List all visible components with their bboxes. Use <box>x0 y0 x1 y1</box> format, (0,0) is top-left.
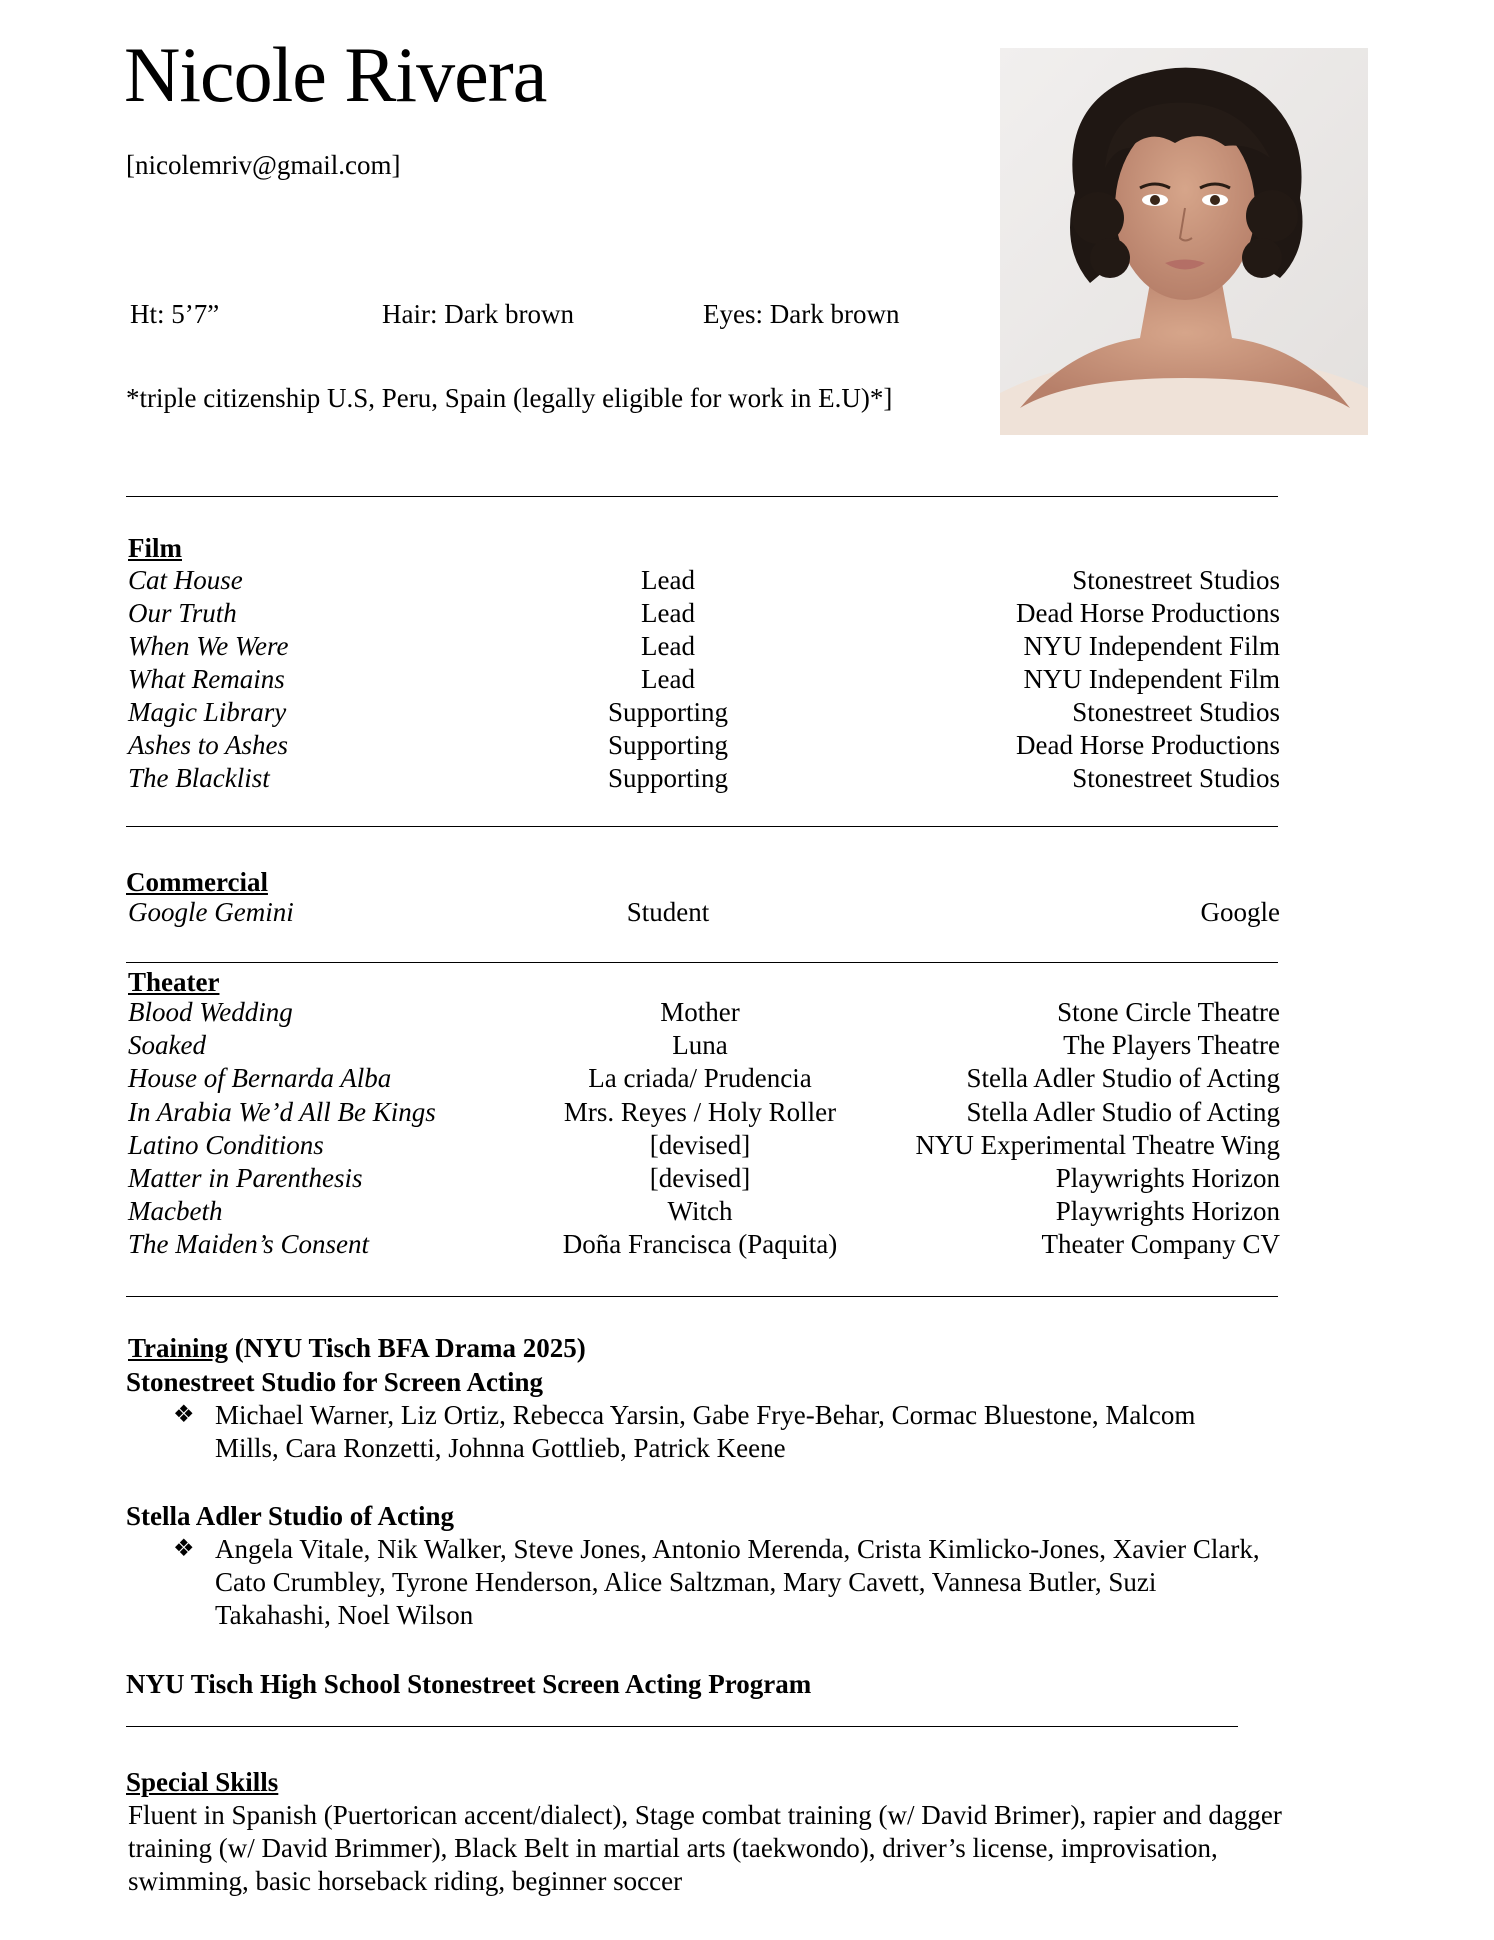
credit-role: Lead <box>641 598 695 628</box>
credit-title: Latino Conditions <box>128 1129 324 1160</box>
credit-row <box>0 1195 1494 1228</box>
credit-title: Blood Wedding <box>128 997 293 1027</box>
divider <box>126 962 1278 963</box>
credit-role: Mrs. Reyes / Holy Roller <box>563 1096 837 1127</box>
credit-title: In Arabia We’d All Be Kings <box>128 1096 436 1127</box>
credit-company: Stonestreet Studios <box>1072 697 1280 727</box>
commercial-heading: Commercial <box>126 867 268 897</box>
training-heading: Training <box>128 1333 229 1363</box>
credit-row <box>0 564 1494 597</box>
film-heading: Film <box>128 533 182 563</box>
credit-title: The Blacklist <box>128 763 270 793</box>
email: [nicolemriv@gmail.com] <box>126 150 401 180</box>
hair-color: Hair: Dark brown <box>382 299 574 329</box>
credit-title: Our Truth <box>128 598 237 628</box>
credit-role: Luna <box>672 1030 728 1061</box>
credit-role: Supporting <box>607 730 729 760</box>
credit-row <box>0 630 1494 663</box>
credit-company: The Players Theatre <box>1063 1030 1280 1061</box>
theater-heading: Theater <box>128 967 220 997</box>
credit-company: Stonestreet Studios <box>1072 565 1280 595</box>
credit-company: Playwrights Horizon <box>1055 1163 1280 1193</box>
credit-role: [devised] <box>649 1129 751 1160</box>
credit-row <box>0 896 1494 929</box>
divider <box>126 496 1278 497</box>
citizenship-note: *triple citizenship U.S, Peru, Spain (legally eligible for work in E.U)*] <box>126 383 893 413</box>
credit-row <box>0 1228 1494 1261</box>
credit-company: Theater Company CV <box>1041 1229 1280 1260</box>
credit-row <box>0 597 1494 630</box>
credit-role: [devised] <box>649 1163 751 1193</box>
credit-role: Supporting <box>607 763 729 793</box>
credit-title: The Maiden’s Consent <box>128 1229 369 1260</box>
bullet-icon: ❖ <box>173 1402 195 1428</box>
credit-company: Dead Horse Productions <box>1016 730 1280 760</box>
credit-row <box>0 1062 1494 1095</box>
training-heading-line <box>128 1332 586 1365</box>
eye-color: Eyes: Dark brown <box>703 299 900 329</box>
studio-name: Stonestreet Studio for Screen Acting <box>126 1367 543 1397</box>
divider <box>126 1296 1278 1297</box>
credit-role: Supporting <box>607 697 729 727</box>
credit-row <box>0 1129 1494 1162</box>
skills-heading: Special Skills <box>126 1767 279 1797</box>
divider <box>126 826 1278 827</box>
credit-company: NYU Independent Film <box>1023 631 1280 661</box>
credit-title: When We Were <box>128 631 289 661</box>
credit-title: Cat House <box>128 565 243 595</box>
height: Ht: 5’7” <box>130 299 220 329</box>
credit-company: NYU Experimental Theatre Wing <box>915 1129 1280 1160</box>
credit-company: Dead Horse Productions <box>1016 598 1280 628</box>
credit-company: Google <box>1200 897 1280 927</box>
credit-row <box>0 1096 1494 1129</box>
program-name: NYU Tisch High School Stonestreet Screen Acting Program <box>126 1669 812 1699</box>
credit-row <box>0 996 1494 1029</box>
credit-row <box>0 663 1494 696</box>
credit-title: Matter in Parenthesis <box>128 1163 363 1193</box>
credit-company: Stone Circle Theatre <box>1057 997 1280 1027</box>
credit-row <box>0 696 1494 729</box>
credit-company: Stella Adler Studio of Acting <box>966 1096 1280 1127</box>
bullet-icon: ❖ <box>173 1536 195 1562</box>
credit-role: Lead <box>641 565 695 595</box>
credit-role: La criada/ Prudencia <box>588 1063 812 1094</box>
divider <box>126 1726 1238 1727</box>
credit-title: What Remains <box>128 664 285 694</box>
credit-role: Lead <box>641 631 695 661</box>
teacher-list: Angela Vitale, Nik Walker, Steve Jones, Antonio Merenda, Crista Kimlicko-Jones, Xavier Clark, Cato Crumbley, Tyrone Henderson, Alice Saltzman, Mary Cavett, Vannesa Butler, Suzi Takahashi, Noel Wilson <box>215 1534 1260 1630</box>
credit-company: Stella Adler Studio of Acting <box>966 1063 1280 1094</box>
credit-title: House of Bernarda Alba <box>128 1063 392 1094</box>
credit-company: NYU Independent Film <box>1023 664 1280 694</box>
training-degree: (NYU Tisch BFA Drama 2025) <box>228 1333 586 1363</box>
credit-role: Student <box>626 897 710 927</box>
actor-name: Nicole Rivera <box>124 31 547 118</box>
credit-row <box>0 1162 1494 1195</box>
credit-title: Ashes to Ashes <box>128 730 288 760</box>
credit-company: Playwrights Horizon <box>1055 1196 1280 1227</box>
skills-text: Fluent in Spanish (Puertorican accent/dialect), Stage combat training (w/ David Brimer), rapier and dagger training (w/ David Brimmer), Black Belt in martial arts (taekwondo), driver’s license, improvisation, swimming, basic horseback riding, beginner soccer <box>128 1800 1282 1896</box>
credit-title: Google Gemini <box>128 897 294 927</box>
credit-title: Magic Library <box>128 697 287 727</box>
credit-role: Lead <box>641 664 695 694</box>
credit-title: Macbeth <box>128 1196 223 1227</box>
teacher-list: Michael Warner, Liz Ortiz, Rebecca Yarsin, Gabe Frye-Behar, Cormac Bluestone, Malcom Mills, Cara Ronzetti, Johnna Gottlieb, Patrick Keene <box>215 1400 1196 1463</box>
credit-role: Mother <box>660 997 740 1027</box>
credit-company: Stonestreet Studios <box>1072 763 1280 793</box>
credit-row <box>0 762 1494 795</box>
credit-role: Witch <box>667 1196 733 1227</box>
credit-title: Soaked <box>128 1030 206 1061</box>
studio-name: Stella Adler Studio of Acting <box>126 1501 455 1531</box>
headshot-photo <box>1000 48 1368 435</box>
credit-row <box>0 729 1494 762</box>
credit-row <box>0 1029 1494 1062</box>
credit-role: Doña Francisca (Paquita) <box>562 1229 838 1260</box>
